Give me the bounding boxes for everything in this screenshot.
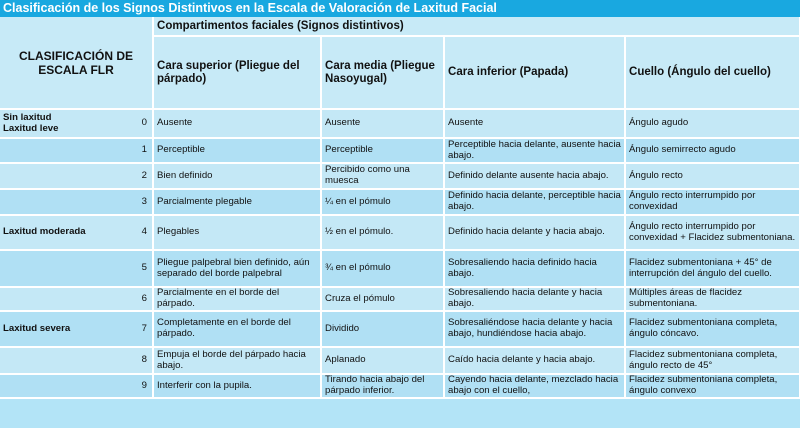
table-row [0,287,800,311]
mid-cell: ½ en el pómulo. [321,215,444,250]
score-cell: 2 [100,163,153,189]
group-label [0,189,100,215]
flr-table [0,17,800,399]
upper-cell: Bien definido [153,163,321,189]
upper-cell: Perceptible [153,138,321,163]
mid-cell: Tirando hacia abajo del párpado inferior. [321,374,444,398]
lower-cell: Caído hacia delante y hacia abajo. [444,347,625,374]
neck-cell: Ángulo recto interrumpido por convexidad + Flacidez submentoniana. [625,215,800,250]
header-compartments: Compartimentos faciales (Signos distintivos) [153,17,800,36]
score-cell: 0 [100,109,153,138]
table-row [0,215,800,250]
mid-cell: ¼ en el pómulo [321,189,444,215]
score-cell: 8 [100,347,153,374]
mid-cell: Perceptible [321,138,444,163]
group-label [0,374,100,398]
score-cell: 6 [100,287,153,311]
mid-cell: Dividido [321,311,444,347]
score-cell: 5 [100,250,153,287]
score-cell: 9 [100,374,153,398]
group-label: Laxitud moderada [0,215,100,250]
upper-cell: Parcialmente en el borde del párpado. [153,287,321,311]
table-row [0,138,800,163]
table-row [0,250,800,287]
group-label: Laxitud severa [0,311,100,347]
score-cell: 1 [100,138,153,163]
header-col-mid: Cara media (Pliegue Nasoyugal) [321,36,444,109]
mid-cell: Cruza el pómulo [321,287,444,311]
neck-cell: Flacidez submentoniana completa, ángulo recto de 45° [625,347,800,374]
upper-cell: Plegables [153,215,321,250]
upper-cell: Ausente [153,109,321,138]
header-classification: CLASIFICACIÓN DE ESCALA FLR [0,17,153,109]
neck-cell: Ángulo recto [625,163,800,189]
upper-cell: Interferir con la pupila. [153,374,321,398]
score-cell: 3 [100,189,153,215]
lower-cell: Definido hacia delante, perceptible hacia abajo. [444,189,625,215]
header-col-lower: Cara inferior (Papada) [444,36,625,109]
page-title: Clasificación de los Signos Distintivos en la Escala de Valoración de Laxitud Facial [0,0,800,17]
neck-cell: Múltiples áreas de flacidez submentoniana. [625,287,800,311]
neck-cell: Ángulo semirrecto agudo [625,138,800,163]
lower-cell: Ausente [444,109,625,138]
group-label [0,250,100,287]
table-row [0,163,800,189]
neck-cell: Flacidez submentoniana completa, ángulo cóncavo. [625,311,800,347]
score-cell: 7 [100,311,153,347]
table-row [0,311,800,347]
group-label [0,138,100,163]
lower-cell: Definido hacia delante y hacia abajo. [444,215,625,250]
mid-cell: Percibido como una muesca [321,163,444,189]
neck-cell: Flacidez submentoniana completa, ángulo convexo [625,374,800,398]
upper-cell: Completamente en el borde del párpado. [153,311,321,347]
lower-cell: Definido delante ausente hacia abajo. [444,163,625,189]
header-col-neck: Cuello (Ángulo del cuello) [625,36,800,109]
lower-cell: Sobresaliéndose hacia delante y hacia abajo, hundiéndose hacia abajo. [444,311,625,347]
header-col-upper: Cara superior (Pliegue del párpado) [153,36,321,109]
lower-cell: Perceptible hacia delante, ausente hacia abajo. [444,138,625,163]
mid-cell: ¾ en el pómulo [321,250,444,287]
upper-cell: Parcialmente plegable [153,189,321,215]
lower-cell: Cayendo hacia delante, mezclado hacia abajo con el cuello, [444,374,625,398]
table-row [0,189,800,215]
lower-cell: Sobresaliendo hacia delante y hacia abajo. [444,287,625,311]
group-label: Sin laxitud Laxitud leve [0,109,100,138]
group-label [0,347,100,374]
neck-cell: Ángulo agudo [625,109,800,138]
group-label [0,163,100,189]
group-label [0,287,100,311]
table-row [0,374,800,398]
table-row [0,109,800,138]
score-cell: 4 [100,215,153,250]
upper-cell: Pliegue palpebral bien definido, aún separado del borde palpebral [153,250,321,287]
neck-cell: Flacidez submentoniana + 45° de interrupción del ángulo del cuello. [625,250,800,287]
mid-cell: Aplanado [321,347,444,374]
neck-cell: Ángulo recto interrumpido por convexidad [625,189,800,215]
mid-cell: Ausente [321,109,444,138]
table-row [0,347,800,374]
lower-cell: Sobresaliendo hacia definido hacia abajo. [444,250,625,287]
upper-cell: Empuja el borde del párpado hacia abajo. [153,347,321,374]
